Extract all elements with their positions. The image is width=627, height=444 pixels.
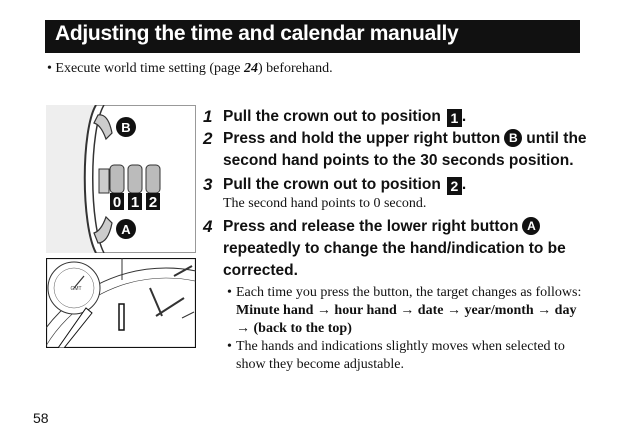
bullet-item: • Each time you press the button, the target changes as follows: (227, 285, 582, 300)
step-3: 3 Pull the crown out to position 2 . (203, 175, 467, 194)
step-1: 1 Pull the crown out to position 1 . (203, 107, 467, 126)
position-box: 1 (447, 109, 462, 127)
step-number: 3 (203, 175, 213, 194)
adjustment-sequence: Minute hand → hour hand → date → year/month → day → (back to the top) (236, 303, 577, 336)
step-number: 4 (203, 217, 213, 236)
svg-text:A: A (121, 222, 131, 237)
button-a-icon: A (522, 217, 540, 235)
svg-text:B: B (121, 120, 131, 135)
step-3-note: The second hand points to 0 second. (223, 196, 427, 211)
section-header (45, 20, 580, 53)
watch-dial-illustration (46, 258, 196, 348)
section-title: Adjusting the time and calendar manually (55, 22, 459, 45)
step-number: 1 (203, 107, 213, 126)
steps-list (203, 106, 588, 374)
page-number: 58 (33, 410, 49, 426)
svg-text:GMT: GMT (70, 286, 82, 292)
position-box: 2 (447, 177, 462, 195)
step-4-notes (203, 284, 588, 374)
step-number: 2 (203, 129, 213, 148)
svg-text:2: 2 (148, 194, 158, 211)
step-4: 4 Press and release the lower right button Arepeatedly to change the hand/indication to be corrected. (203, 217, 566, 279)
svg-text:0: 0 (112, 194, 122, 211)
watch-crown-illustration (46, 105, 196, 253)
bullet-item: • The hands and indications slightly moves when selected to show they become adjustable. (227, 339, 565, 372)
page-reference: 24 (243, 61, 258, 76)
svg-text:1: 1 (130, 194, 140, 211)
button-b-icon: B (504, 129, 522, 147)
intro-note: • Execute world time setting (page 24) beforehand. (47, 61, 333, 76)
step-2: 2 Press and hold the upper right button B until the second hand points to the 30 seconds position. (203, 129, 587, 169)
